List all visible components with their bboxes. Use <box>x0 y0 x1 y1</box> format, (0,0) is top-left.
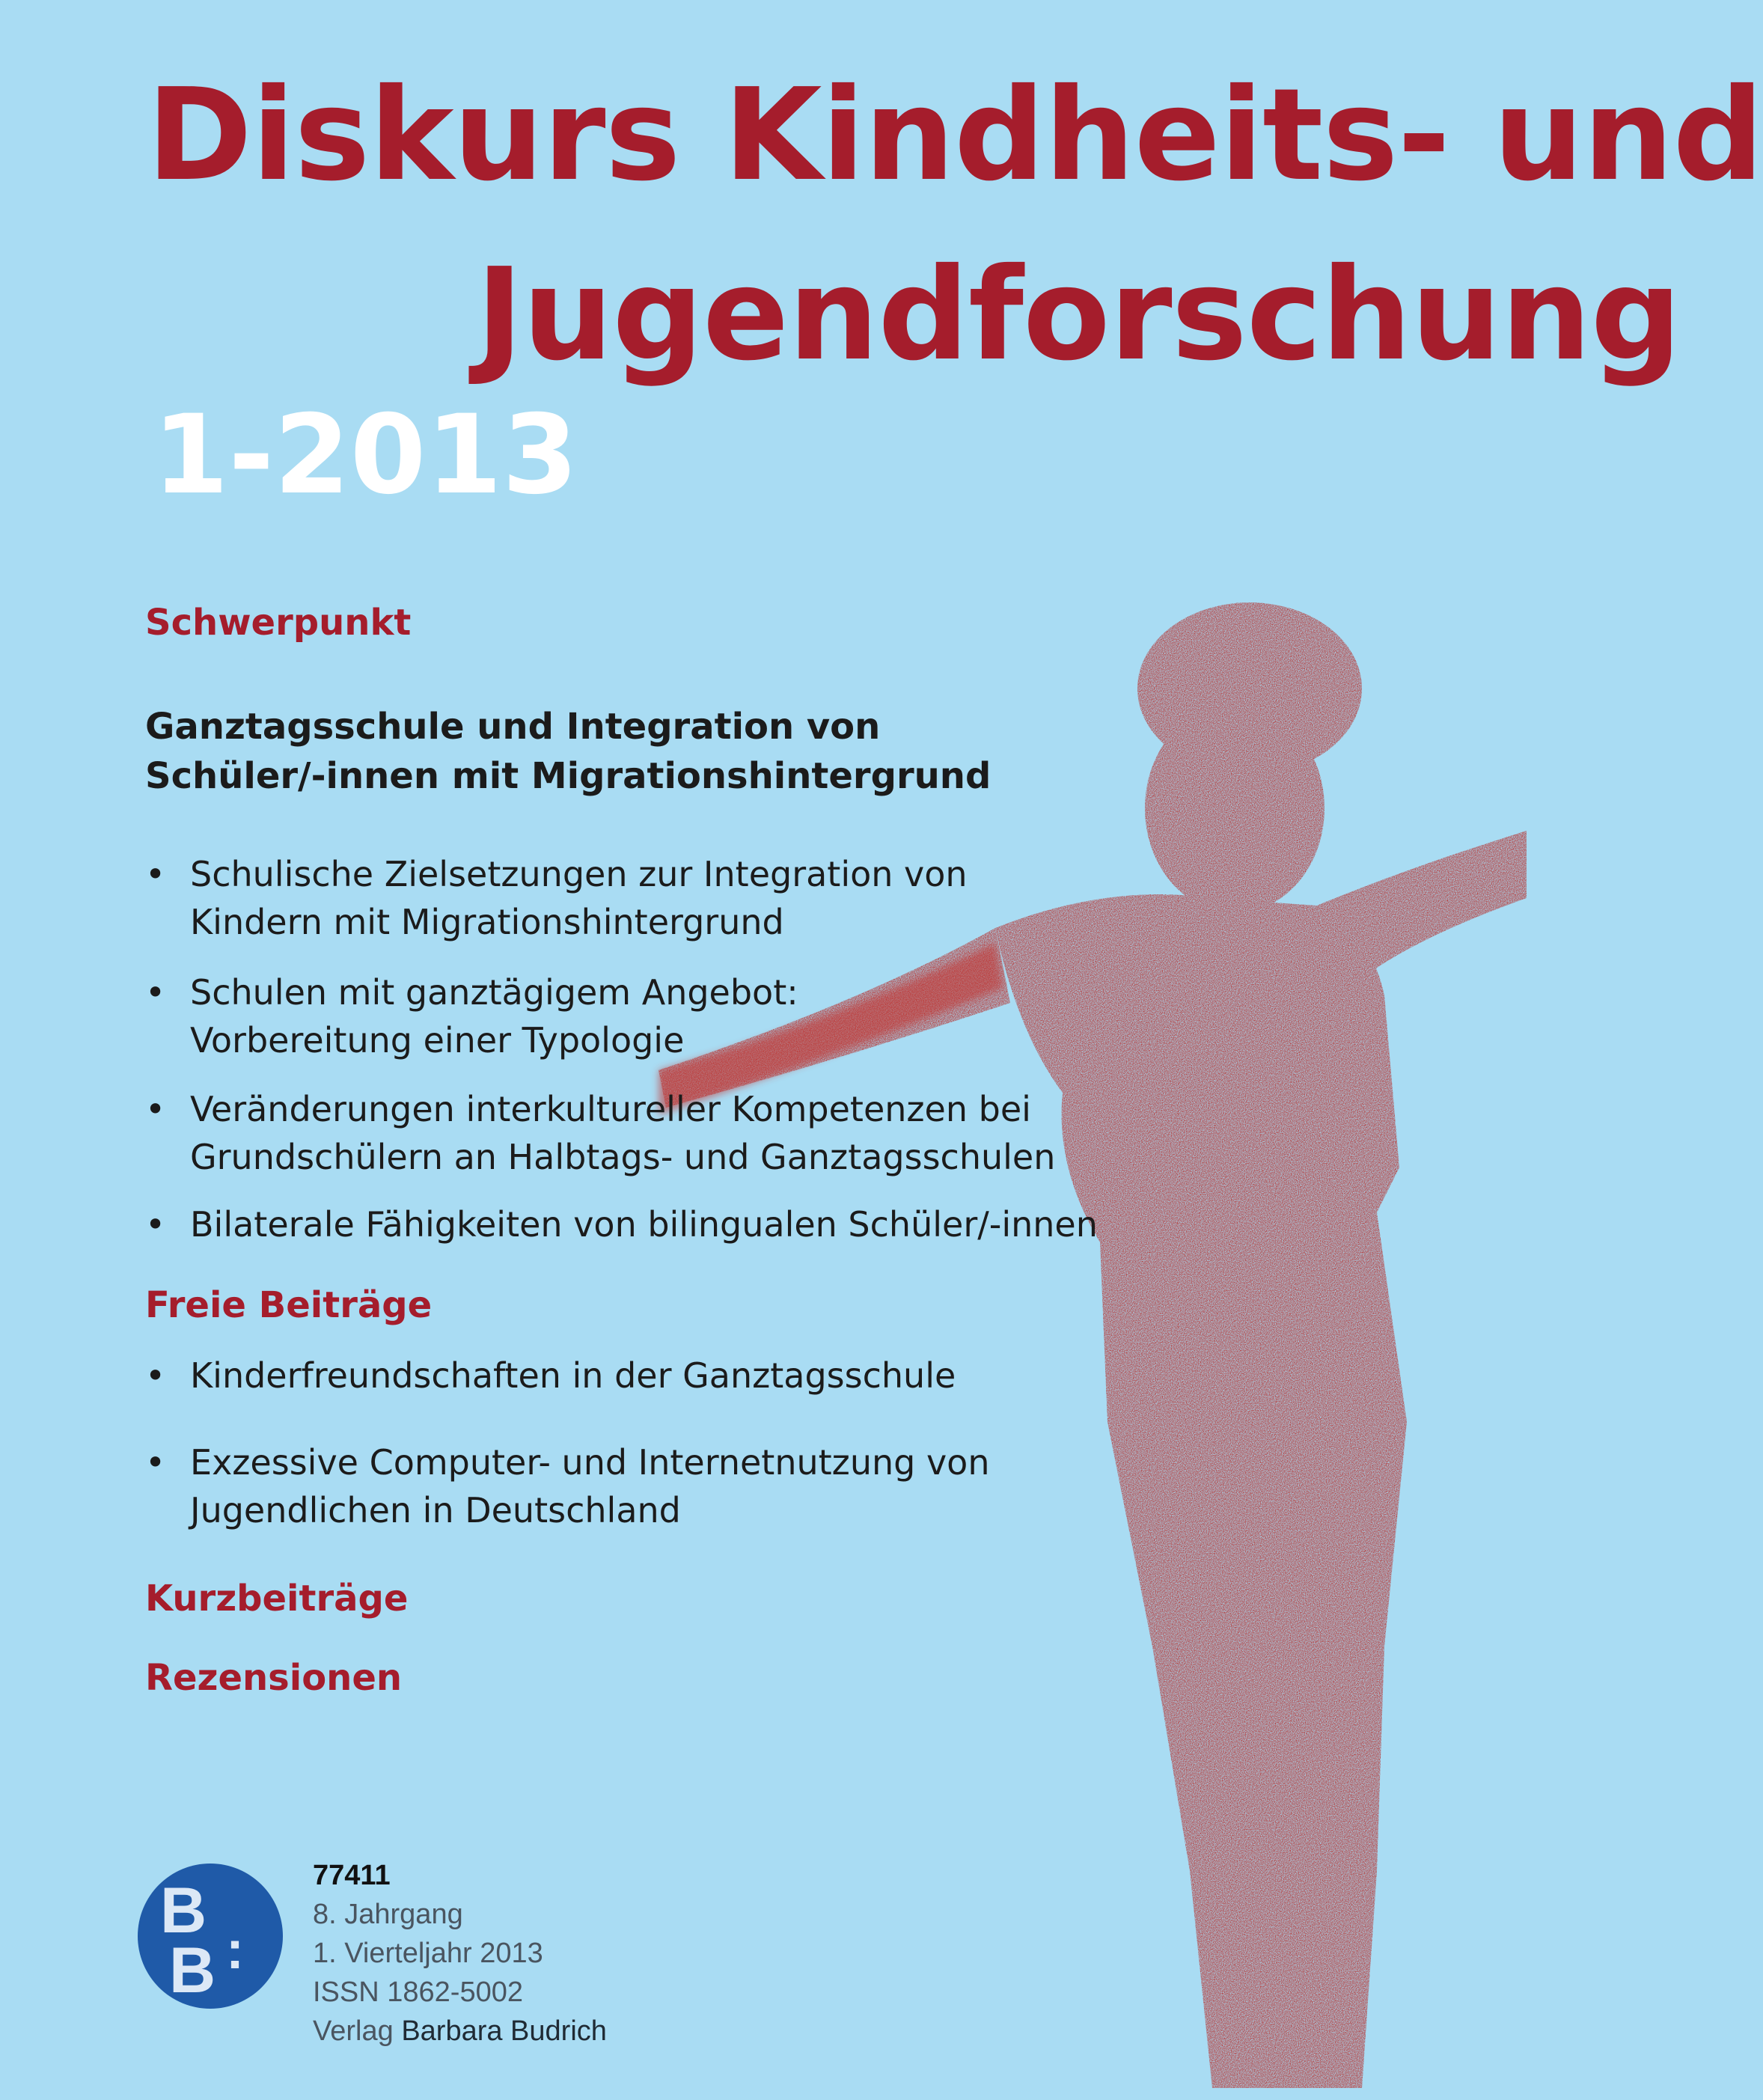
svg-text:B: B <box>169 1935 216 2006</box>
bullet-icon: • <box>145 854 166 894</box>
list-item-line2: Jugendlichen in Deutschland <box>190 1490 681 1530</box>
volume-text: 8. Jahrgang <box>313 1899 463 1930</box>
focus-topic-title-line1: Ganztagsschule und Integration von <box>145 706 881 748</box>
publisher-label: Verlag <box>313 2015 394 2047</box>
list-item-line1: Bilaterale Fähigkeiten von bilingualen Schüler/-innen <box>190 1204 1098 1245</box>
bullet-icon: • <box>145 972 166 1013</box>
svg-text:B: B <box>160 1875 207 1947</box>
list-item-line2: Grundschülern an Halbtags- und Ganztagsschulen <box>190 1137 1056 1177</box>
journal-number: 77411 <box>313 1860 391 1891</box>
bullet-icon: • <box>145 1089 166 1129</box>
journal-title-line1: Diskurs Kindheits- und <box>147 61 1763 210</box>
list-item-line1: Kinderfreundschaften in der Ganztagsschule <box>190 1355 956 1396</box>
issn-text: ISSN 1862-5002 <box>313 1977 523 2008</box>
section-heading-rezensionen: Rezensionen <box>145 1657 403 1699</box>
list-item-line1: Exzessive Computer- und Internetnutzung von <box>190 1442 990 1483</box>
section-heading-kurzbeitraege: Kurzbeiträge <box>145 1578 409 1620</box>
publisher-name: Barbara Budrich <box>401 2015 607 2047</box>
publisher-line <box>313 2012 607 2051</box>
focus-topic-title-line2: Schüler/-innen mit Migrationshintergrund <box>145 755 992 797</box>
list-item-line1: Veränderungen interkultureller Kompetenzen bei <box>190 1089 1031 1129</box>
list-item-line2: Vorbereitung einer Typologie <box>190 1020 685 1060</box>
list-item-line1: Schulen mit ganztägigem Angebot: <box>190 972 798 1013</box>
svg-text::: : <box>226 1920 244 1980</box>
section-heading-schwerpunkt: Schwerpunkt <box>145 602 412 644</box>
bullet-icon: • <box>145 1355 166 1396</box>
bullet-icon: • <box>145 1204 166 1245</box>
focus-topic-title <box>145 702 991 801</box>
list-item-line1: Schulische Zielsetzungen zur Integration von <box>190 854 968 894</box>
list-item-line2: Kindern mit Migrationshintergrund <box>190 902 784 942</box>
journal-title-line2: Jugendforschung <box>476 241 1681 389</box>
quarter-text: 1. Vierteljahr 2013 <box>313 1938 543 1969</box>
imprint-block <box>313 1856 607 2051</box>
bullet-icon: • <box>145 1442 166 1483</box>
publisher-logo <box>138 1864 283 2009</box>
issue-number: 1-2013 <box>153 391 578 519</box>
section-heading-freie-beitraege: Freie Beiträge <box>145 1284 433 1326</box>
